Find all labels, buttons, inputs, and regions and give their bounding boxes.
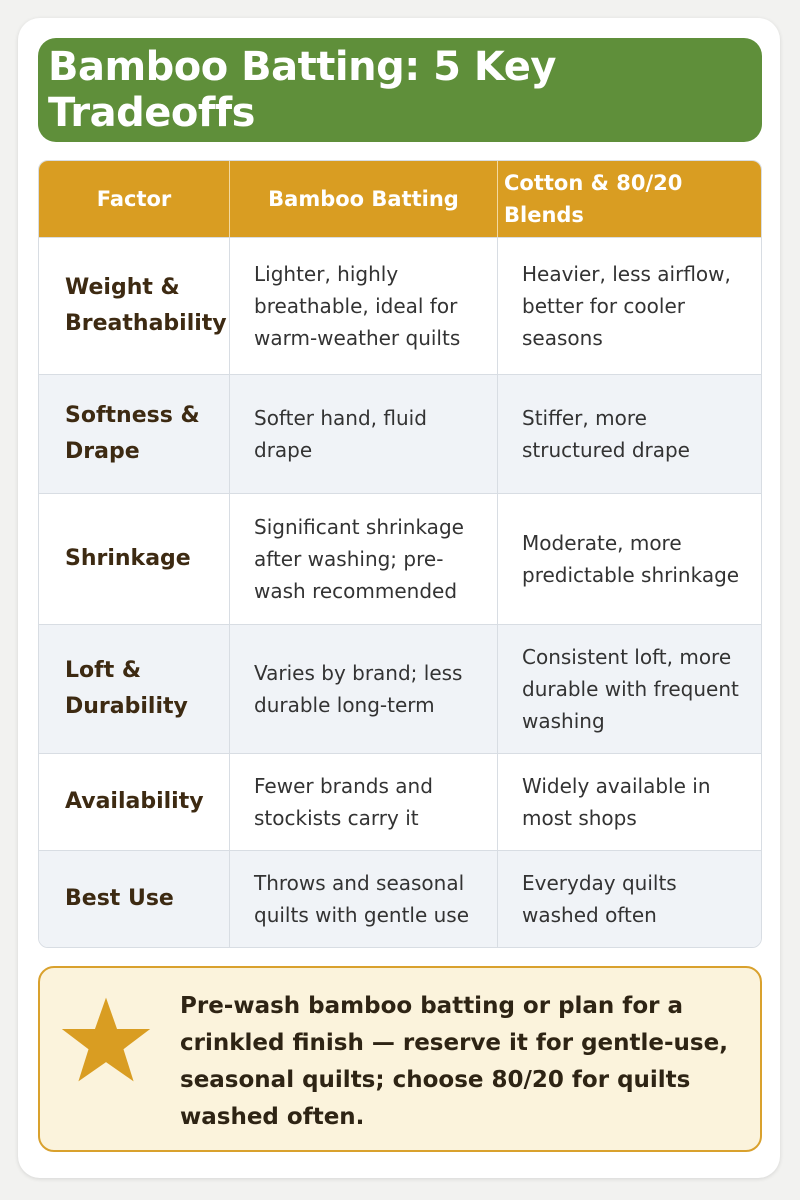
row-bamboo: Throws and seasonal quilts with gentle use — [229, 851, 497, 947]
table-row — [39, 624, 761, 753]
star-icon — [60, 994, 152, 1086]
row-bamboo: Fewer brands and stockists carry it — [229, 754, 497, 850]
row-factor: Loft & Durability — [65, 658, 188, 719]
row-cotton: Heavier, less airflow, better for cooler seasons — [497, 238, 762, 374]
table-row — [39, 753, 761, 850]
row-cotton: Everyday quilts washed often — [497, 851, 762, 947]
row-bamboo: Significant shrinkage after washing; pre-wash recommended — [229, 494, 497, 624]
callout-text: Pre-wash bamboo batting or plan for a crinkled finish — reserve it for gentle-use, seasonal quilts; choose 80/20 for quilts washed often. — [180, 993, 728, 1130]
table-row — [39, 374, 761, 493]
table-header-row — [39, 161, 761, 237]
page-title: Bamboo Batting: 5 Key Tradeoffs — [48, 44, 556, 136]
row-bamboo: Softer hand, fluid drape — [229, 375, 497, 493]
tip-callout — [38, 966, 762, 1152]
header-cotton: Cotton & 80/20 Blends — [497, 161, 762, 237]
row-factor: Best Use — [65, 886, 174, 911]
comparison-table — [38, 160, 762, 948]
row-cotton: Stiffer, more structured drape — [497, 375, 762, 493]
row-factor: Weight & Breathability — [65, 275, 227, 336]
row-factor: Shrinkage — [65, 546, 191, 571]
header-factor: Factor — [39, 161, 229, 237]
title-banner — [38, 38, 762, 142]
header-bamboo: Bamboo Batting — [229, 161, 497, 237]
table-row — [39, 237, 761, 374]
table-row — [39, 850, 761, 947]
table-row — [39, 493, 761, 624]
row-cotton: Widely available in most shops — [497, 754, 762, 850]
row-cotton: Consistent loft, more durable with frequent washing — [497, 625, 762, 753]
row-factor: Availability — [65, 789, 204, 814]
row-factor: Softness & Drape — [65, 403, 200, 464]
row-cotton: Moderate, more predictable shrinkage — [497, 494, 762, 624]
row-bamboo: Varies by brand; less durable long-term — [229, 625, 497, 753]
row-bamboo: Lighter, highly breathable, ideal for warm-weather quilts — [229, 238, 497, 374]
